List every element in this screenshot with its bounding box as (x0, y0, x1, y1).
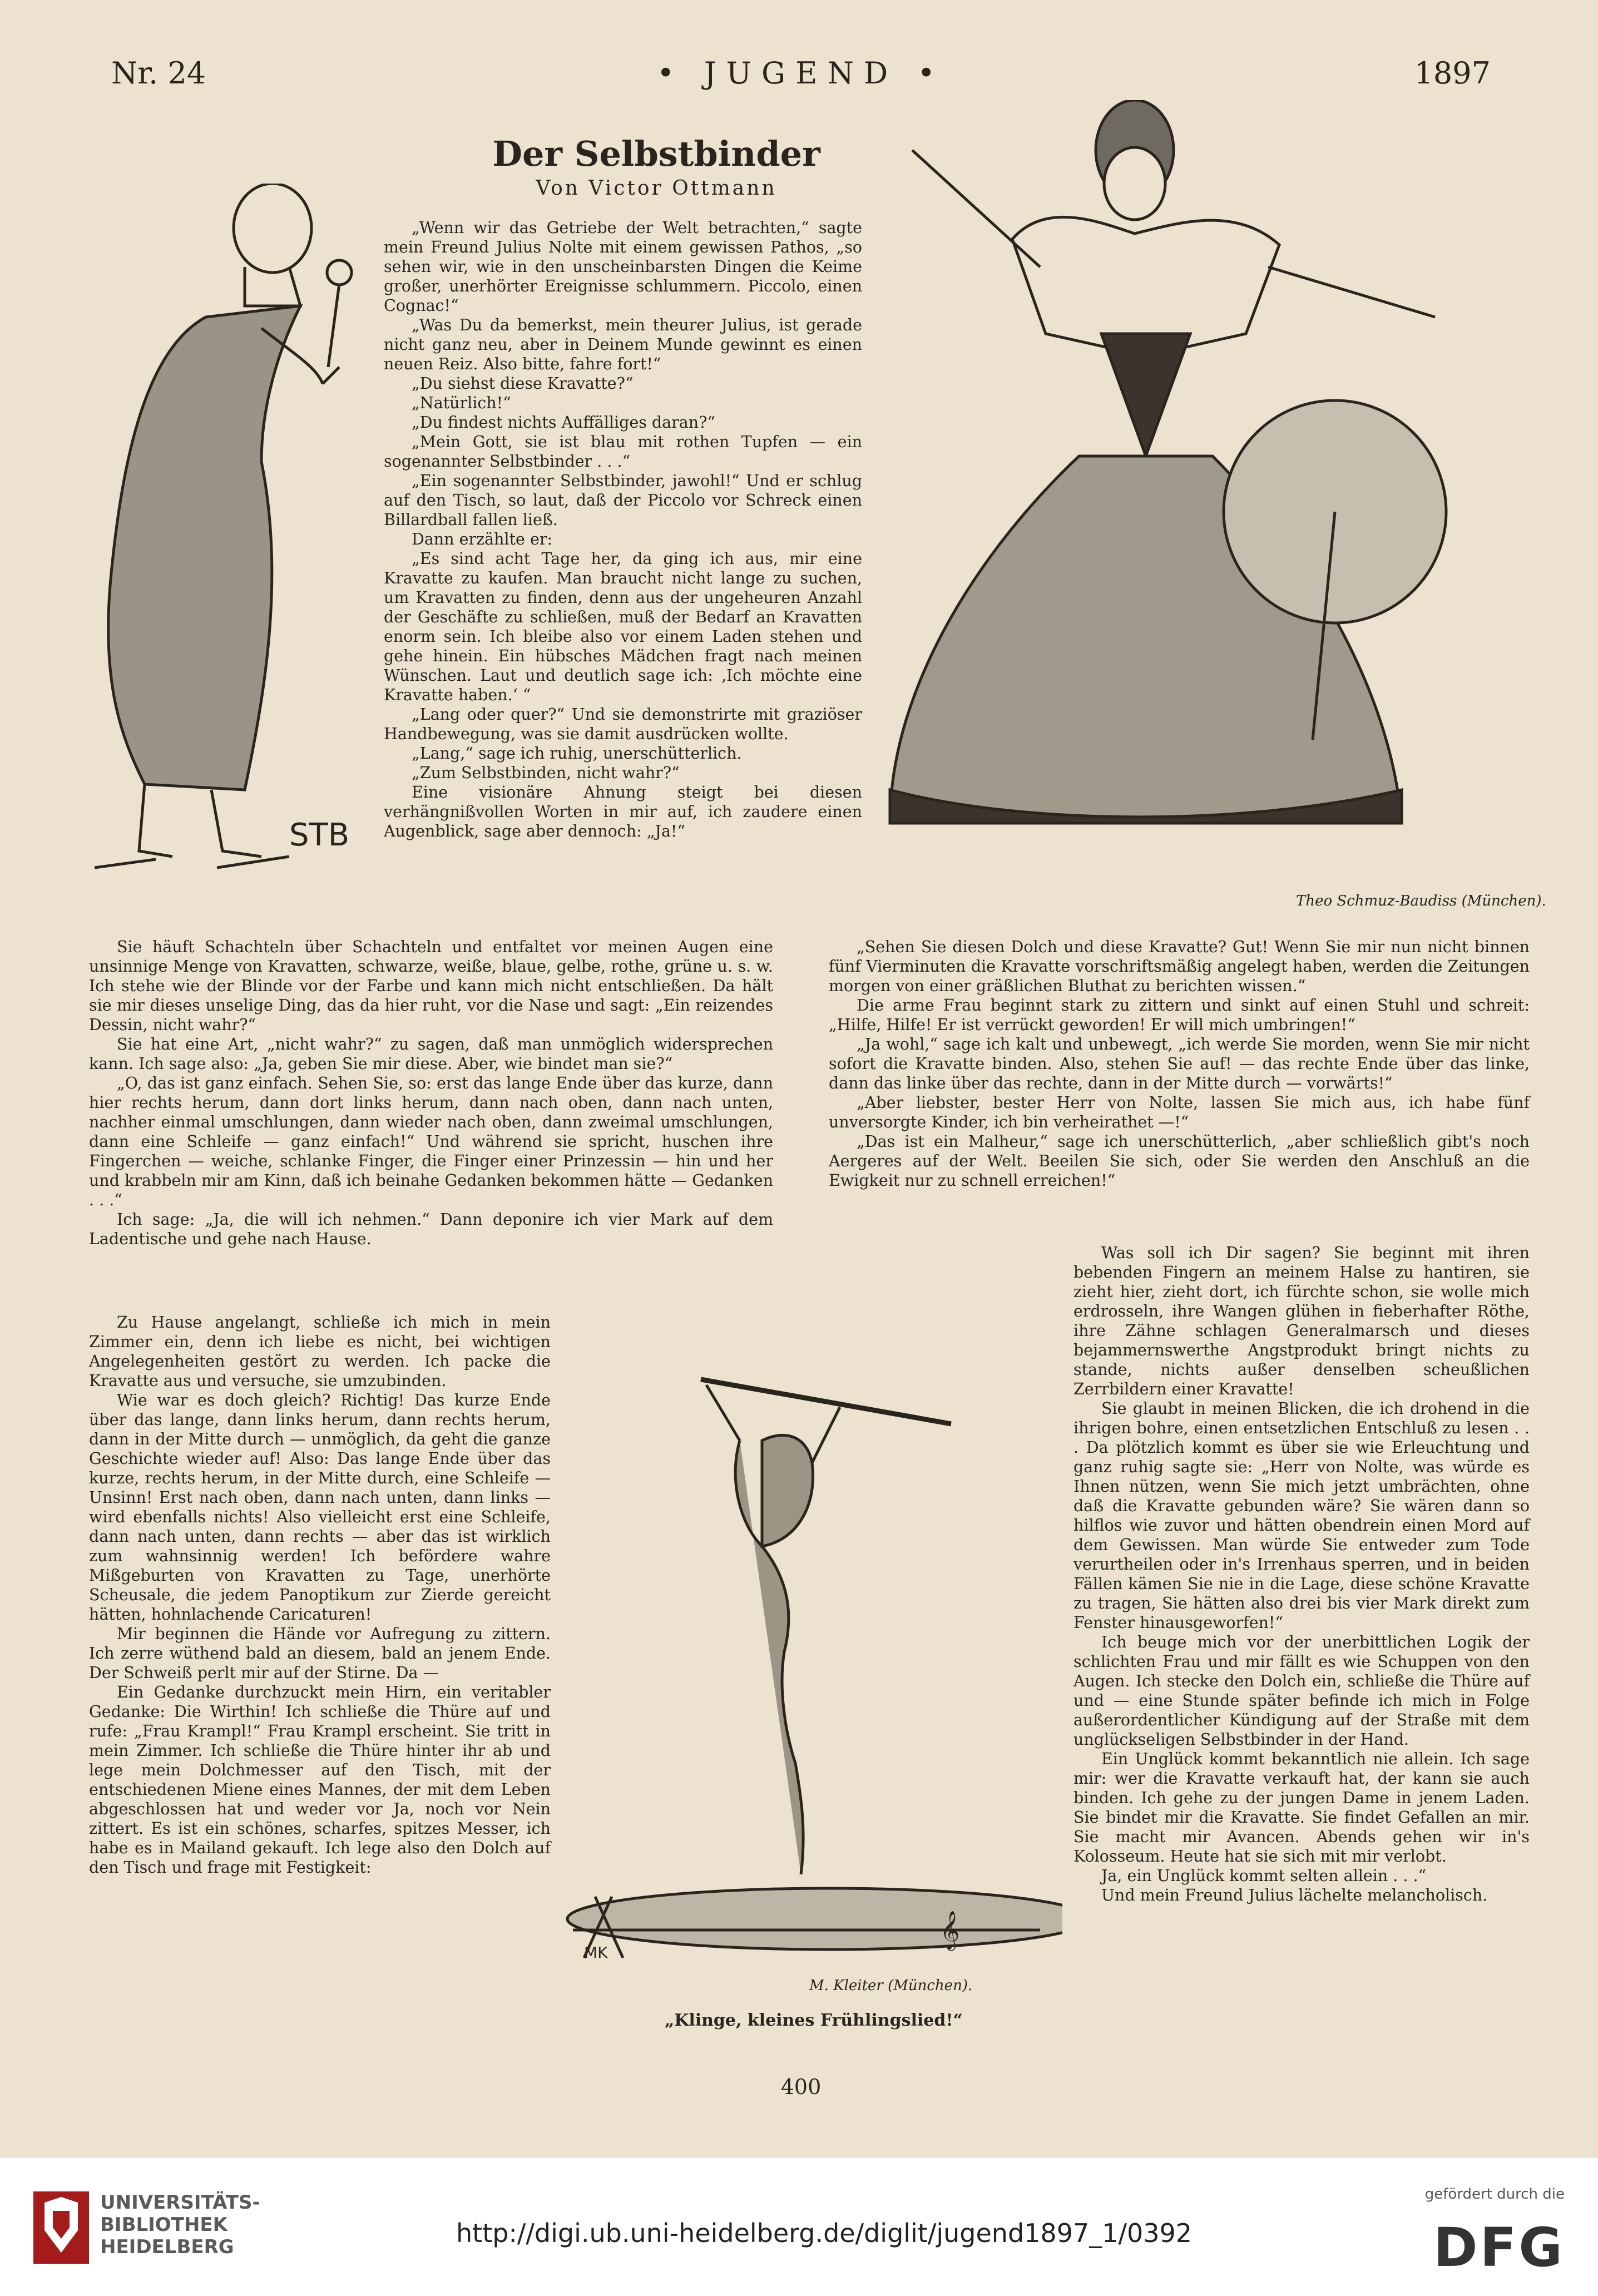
illustration-caption-frog: „Klinge, kleines Frühlingslied!“ (665, 2011, 963, 2030)
year: 1897 (1414, 56, 1491, 91)
paragraph: „Sehen Sie diesen Dolch und diese Kravatte? Gut! Wenn Sie mir nun nicht binnen fünf Vierminuten die Kravatte vorschriftsmäßig angelegt haben, werden die Zeitungen morgen von einer gräßlichen Bluthat zu berichten wissen.“ (829, 938, 1530, 995)
paragraph: Ein Gedanke durchzuckt mein Hirn, ein veritabler Gedanke: Die Wirthin! Ich schließe die Thüre auf und rufe: „Frau Krampl!“ Frau Krampl erscheint. Sie tritt in mein Zimmer. Ich schließe die Thüre hinter ihr ab und lege mein Dolchmesser auf den Tisch, mit der entschiedenen Miene eines Mannes, der mit dem Leben abgeschlossen hat und weder vor Ja, noch vor Nein zittert. Es ist ein schönes, scharfes, spitzes Messer, ich habe es in Mailand gekauft. Ich lege also den Dolch auf den Tisch und frage mit Festigkeit: (89, 1683, 551, 1877)
paragraph: Ja, ein Unglück kommt selten allein . . .“ (1101, 1867, 1427, 1885)
illustration-credit-right: Theo Schmuz-Baudiss (München). (1296, 893, 1546, 909)
paragraph: „Wenn wir das Getriebe der Welt betrachten,“ sagte mein Freund Julius Nolte mit einem gewissen Pathos, „so sehen wir, wie in den unscheinbarsten Dingen die Keime großer, unerhörter Ereignisse schlummern. Piccolo, einen Cognac!“ (384, 219, 862, 315)
paragraph: „Lang oder quer?“ Und sie demonstrirte mit graziöser Handbewegung, was sie damit ausdrücken wollte. (384, 705, 862, 743)
issue-number: Nr. 24 (111, 56, 206, 91)
digitization-footer (0, 2158, 1598, 2296)
illustration-signature: STB (289, 817, 350, 853)
paragraph: Wie war es doch gleich? Richtig! Das kurze Ende über das lange, dann links herum, dann rechts herum, dann in der Mitte durch — unmöglich, da geht die ganze Geschichte wieder auf! Also: Das lange Ende über das kurze, rechts herum, in der Mitte durch, eine Schleife — Unsinn! Erst nach oben, dann nach unten, dann links — wird ebenfalls nichts! Also vielleicht erst eine Schleife, dann nach unten, dann rechts — aber das ist wirklich zum wahnsinnig werden! Ich befördere wahre Mißgeburten von Kravatten zu Tage, unerhörte Scheusale, die jedem Panoptikum zur Zierde gereicht hätten, hohnlachende Caricaturen! (89, 1391, 551, 1624)
text-column-left-mid (89, 937, 773, 1249)
paragraph: „Ein sogenannter Selbstbinder, jawohl!“ Und er schlug auf den Tisch, so laut, daß der Piccolo vor Schreck einen Billardball fallen ließ. (384, 472, 862, 529)
paragraph: Und mein Freund Julius lächelte melancholisch. (1101, 1886, 1488, 1904)
paragraph: Sie häuft Schachteln über Schachteln und entfaltet vor meinen Augen eine unsinnige Menge von Kravatten, schwarze, weiße, blaue, gelbe, rothe, grüne u. s. w. Ich stehe wie der Blinde vor der Farbe und kann mich nicht entschließen. Da hält sie mir dieses unselige Ding, das da hier ruht, vor die Nase und sagt: „Ein reizendes Dessin, nicht wahr?“ (89, 938, 773, 1034)
illustration-frog-with-flute (562, 1340, 1062, 1963)
permalink-url[interactable]: http://digi.ub.uni-heidelberg.de/diglit/jugend1897_1/0392 (456, 2218, 1193, 2248)
text-column-left-low (89, 1313, 551, 1877)
paragraph: Sie glaubt in meinen Blicken, die ich drohend in die ihrigen bohre, einen entsetzlichen Entschluß zu lesen . . . Da plötzlich kommt es über sie wie Erleuchtung und ganz ruhig sagte sie: „Herr von Nolte, was würde es Ihnen nützen, wenn Sie mich jetzt umbrächten, ohne daß die Kravatte gebunden wäre? Sie wären dann so hilflos wie zuvor und hätten obendrein einen Mord auf dem Gewissen. Man würde Sie entweder zum Tode verurtheilen oder in's Irrenhaus sperren, und in beiden Fällen kämen Sie nie in die Lage, diese schöne Kravatte zu tragen, Sie hätten also drei bis vier Mark direkt zum Fenster hinausgeworfen!“ (1073, 1399, 1530, 1632)
paragraph: Zu Hause angelangt, schließe ich mich in mein Zimmer ein, denn ich liebe es nicht, bei wichtigen Angelegenheiten gestört zu werden. Ich packe die Kravatte aus und versuche, sie umzubinden. (89, 1313, 551, 1390)
dfg-logo: DFG (1433, 2216, 1565, 2279)
paragraph: Ich beuge mich vor der unerbittlichen Logik der schlichten Frau und mir fällt es wie Schuppen von den Augen. Ich stecke den Dolch ein, schließe die Thüre auf und — eine Stunde später befinde ich mich in Folge außerordentlicher Kündigung auf der Straße mit dem unglückseligen Selbstbinder in der Hand. (1073, 1633, 1530, 1749)
page-header (111, 56, 1491, 106)
text-column-right-mid (829, 937, 1530, 1190)
paragraph: „Aber liebster, bester Herr von Nolte, lassen Sie mich aus, ich habe fünf unversorgte Kinder, ich bin verheirathet —!“ (829, 1093, 1530, 1131)
paragraph: „O, das ist ganz einfach. Sehen Sie, so: erst das lange Ende über das kurze, dann hier rechts herum, dann dort links herum, dann nach oben, dann nach unten, nachher einmal umschlungen, dann wieder nach oben, dann zweimal umschlungen, dann eine Schleife — ganz einfach!“ Und während sie spricht, huschen ihre Fingerchen — weiche, schlanke Finger, die Finger einer Prinzessin — hin und her und krabbeln mir am Kinn, daß ich beinahe Gedanken bekommen hätte — Gedanken . . .“ (89, 1074, 773, 1209)
illustration-credit-frog: M. Kleiter (München). (809, 1977, 973, 1994)
university-logo-icon (33, 2191, 89, 2264)
paragraph: Eine visionäre Ahnung steigt bei diesen verhängnißvollen Worten in mir auf, ich zaudere einen Augenblick, sage aber dennoch: „Ja!“ (384, 783, 862, 840)
paragraph: Mir beginnen die Hände vor Aufregung zu zittern. Ich zerre wüthend bald an diesem, bald an jenem Ende. Der Schweiß perlt mir auf der Stirne. Da — (89, 1625, 551, 1682)
paragraph: „Ja wohl,“ sage ich kalt und unbewegt, „ich werde Sie morden, wenn Sie mir nicht sofort die Kravatte binden. Also, stehen Sie auf! — das rechte Ende über das linke, dann das linke über das rechte, dann in der Mitte durch — vorwärts!“ (829, 1035, 1530, 1092)
text-column-right-low (1073, 1243, 1530, 1905)
paragraph: Die arme Frau beginnt stark zu zittern und sinkt auf einen Stuhl und schreit: „Hilfe, Hilfe! Er ist verrückt geworden! Er will mich umbringen!“ (829, 996, 1530, 1034)
paragraph: „Lang,“ sage ich ruhig, unerschütterlich. (412, 744, 742, 763)
text-column-top (384, 218, 862, 841)
paragraph: „Mein Gott, sie ist blau mit rothen Tupfen — ein sogenannter Selbstbinder . . .“ (384, 433, 862, 471)
svg-text:𝄞: 𝄞 (940, 1911, 960, 1949)
article-byline: Von Victor Ottmann (536, 177, 777, 200)
paragraph: Sie hat eine Art, „nicht wahr?“ zu sagen, daß man unmöglich widersprechen kann. Ich sage also: „Ja, geben Sie mir diese. Aber, wie bindet man sie?“ (89, 1035, 773, 1073)
library-name: UNIVERSITÄTS- BIBLIOTHEK HEIDELBERG (100, 2191, 260, 2258)
paragraph: Was soll ich Dir sagen? Sie beginnt mit ihren bebenden Fingern an meinem Halse zu hantiren, sie zieht hier, zieht dort, ich fürchte schon, sie wolle mich erdrosseln, ihre Wangen glühen in fieberhafter Röthe, ihre Zähne schlagen Generalmarsch und dieses bejammernswerthe Angstprodukt bringt nichts zu stande, nichts außer denselben scheußlichen Zerrbildern einer Kravatte! (1073, 1244, 1530, 1398)
paragraph: „Zum Selbstbinden, nicht wahr?“ (412, 764, 680, 782)
paragraph: „Du findest nichts Auffälliges daran?“ (412, 413, 715, 432)
illustration-lady-with-parasol (845, 100, 1598, 901)
paragraph: „Natürlich!“ (412, 394, 511, 412)
paragraph: Ich sage: „Ja, die will ich nehmen.“ Dann deponire ich vier Mark auf dem Ladentische und gehe nach Hause. (89, 1210, 773, 1248)
magazine-title: • JUGEND • (656, 56, 946, 91)
page-number: 400 (780, 2075, 822, 2099)
paragraph: „Was Du da bemerkst, mein theurer Julius, ist gerade nicht ganz neu, aber in Deinem Munde gewinnt es einen neuen Reiz. Also bitte, fahre fort!“ (384, 316, 862, 373)
frog-monogram: MK (584, 1943, 608, 1962)
funding-note: gefördert durch die (1424, 2186, 1565, 2203)
illustration-man-with-flower (78, 184, 367, 907)
article-title: Der Selbstbinder (492, 133, 820, 174)
paragraph: Ein Unglück kommt bekanntlich nie allein. Ich sage mir: wer die Kravatte verkauft hat, der kann sie auch binden. Ich gehe zu der jungen Dame in jenem Laden. Sie bindet mir die Kravatte. Sie findet Gefallen an mir. Sie macht mir Avancen. Abends gehen wir in's Kolosseum. Heute hat sie sich mit mir verlobt. (1073, 1750, 1530, 1866)
paragraph: Dann erzählte er: (412, 530, 553, 548)
paragraph: „Du siehst diese Kravatte?“ (412, 374, 634, 393)
paragraph: „Es sind acht Tage her, da ging ich aus, mir eine Kravatte zu kaufen. Man braucht nicht lange zu suchen, um Kravatten zu finden, denn aus der ungeheuren Anzahl der Geschäfte zu schließen, muß der Bedarf an Kravatten enorm sein. Ich bleibe also vor einem Laden stehen und gehe hinein. Ein hübsches Mädchen fragt nach meinen Wünschen. Laut und deutlich sage ich: ‚Ich möchte eine Kravatte haben.‘ “ (384, 550, 862, 704)
paragraph: „Das ist ein Malheur,“ sage ich unerschütterlich, „aber schließlich gibt's noch Aergeres auf der Welt. Beeilen Sie sich, oder Sie werden den Anschluß an die Ewigkeit nur zu schnell erreichen!“ (829, 1132, 1530, 1190)
